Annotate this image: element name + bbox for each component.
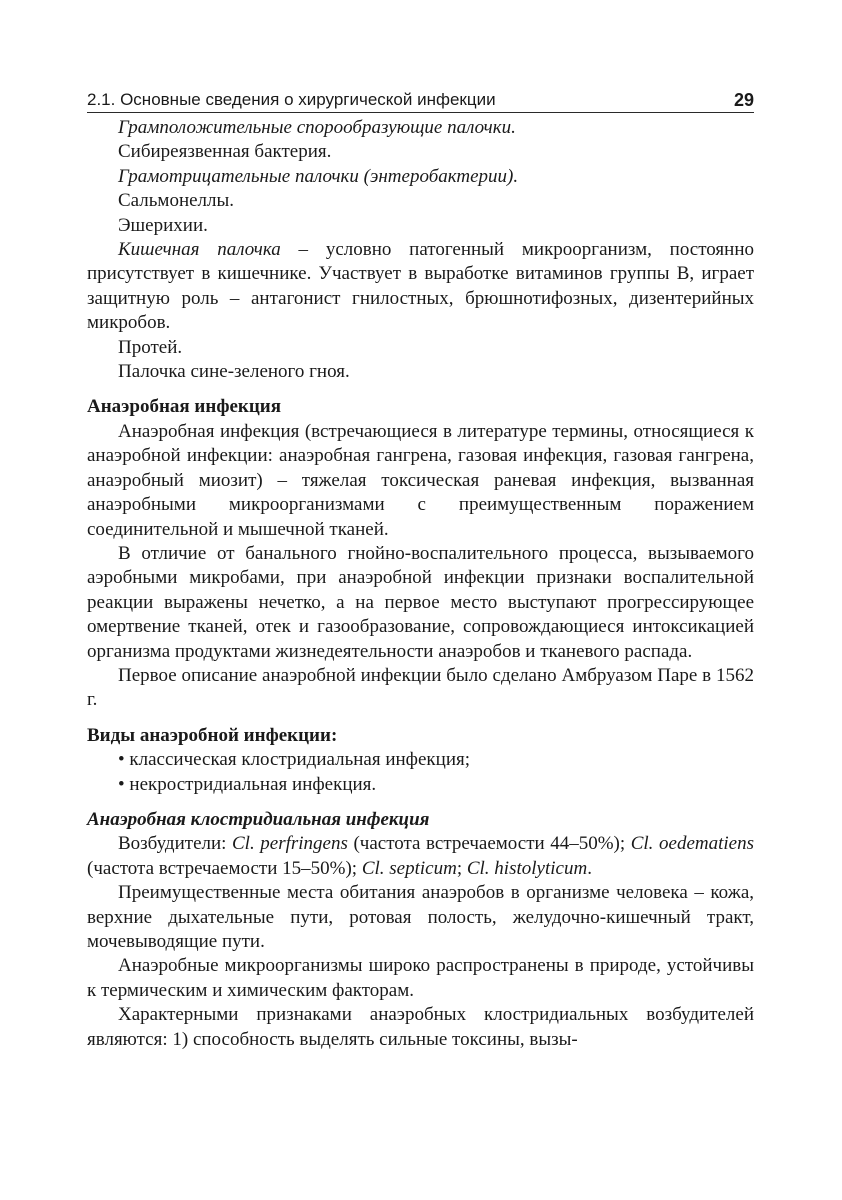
text-run: ; <box>456 857 467 879</box>
italic-term: Кишечная палочка <box>118 239 281 261</box>
paragraph <box>87 832 754 881</box>
section-heading: Анаэробная инфекция <box>87 396 282 418</box>
paragraph: Сибиреязвенная бактерия. <box>118 141 332 163</box>
paragraph: Грамположительные спорообразующие палочки. <box>118 117 516 138</box>
subsection-heading: Анаэробная клостридиальная инфекция <box>87 808 430 830</box>
list-item: • некростридиальная инфекция. <box>87 773 754 797</box>
text-run: (частота встречаемости 44–50%); <box>347 833 631 855</box>
italic-term: Cl. histolyticum <box>466 857 588 879</box>
paragraph: Характерными признаками анаэробных клостридиальных возбудителей являются: 1) способность выделять сильные токсины, вызы- <box>87 1004 754 1050</box>
text-run: (частота встречаемости 15–50%); <box>87 857 362 879</box>
paragraph: Протей. <box>118 336 183 358</box>
section-title: 2.1. Основные сведения о хирургической инфекции <box>87 90 496 109</box>
italic-term: Cl. oedematiens <box>630 833 754 855</box>
paragraph: Эшерихии. <box>118 214 208 236</box>
italic-term: Cl. perfringens <box>232 833 348 855</box>
text-run: . <box>587 857 592 879</box>
text-run: Возбудители: <box>118 833 232 855</box>
paragraph: Первое описание анаэробной инфекции было сделано Амбруазом Паре в 1562 г. <box>87 664 754 711</box>
paragraph <box>87 238 754 336</box>
list-item: • классическая клостридиальная инфекция; <box>87 748 754 772</box>
section-heading: Виды анаэробной инфекции: <box>87 724 338 746</box>
paragraph: Анаэробная инфекция (встречающиеся в литературе термины, относящиеся к анаэробной инфекции: анаэробная гангрена, газовая инфекция, газовая гангрена, анаэробный миозит) – тяжелая токсическая раневая инфекция, вызванная анаэробными микроорганизмами с преимущественным поражением соединительной и мышечной тканей. <box>87 420 754 540</box>
paragraph: Грамотрицательные палочки (энтеробактерии). <box>118 165 519 187</box>
paragraph: В отличие от банального гнойно-воспалительного процесса, вызываемого аэробными микробами, при анаэробной инфекции признаки воспалительной реакции выражены нечетко, а на первое место выступают прогрессирующее омертвение тканей, отек и газообразование, сопровождающиеся интоксикацией организма продуктами жизнедеятельности анаэробов и тканевого распада. <box>87 542 754 662</box>
paragraph: Сальмонеллы. <box>118 190 235 212</box>
italic-term: Cl. septicum <box>361 857 457 879</box>
paragraph: Анаэробные микроорганизмы широко распространены в природе, устойчивы к термическим и химическим факторам. <box>87 955 754 1001</box>
page-number: 29 <box>733 90 754 110</box>
paragraph: Преимущественные места обитания анаэробов в организме человека – кожа, верхние дыхательные пути, ротовая полость, желудочно-кишечный тракт, мочевыводящие пути. <box>87 882 754 952</box>
book-page <box>87 88 754 1052</box>
bullet-list <box>87 748 754 797</box>
page-body <box>87 116 754 1052</box>
paragraph: Палочка сине-зеленого гноя. <box>118 361 350 383</box>
running-header <box>87 88 754 113</box>
text-run: – условно патогенный микроорганизм, постоянно присутствует в кишечнике. Участвует в выработке витаминов группы В, играет защитную роль – антагонист гнилостных, брюшнотифозных, дизентерийных микробов. <box>87 239 755 334</box>
